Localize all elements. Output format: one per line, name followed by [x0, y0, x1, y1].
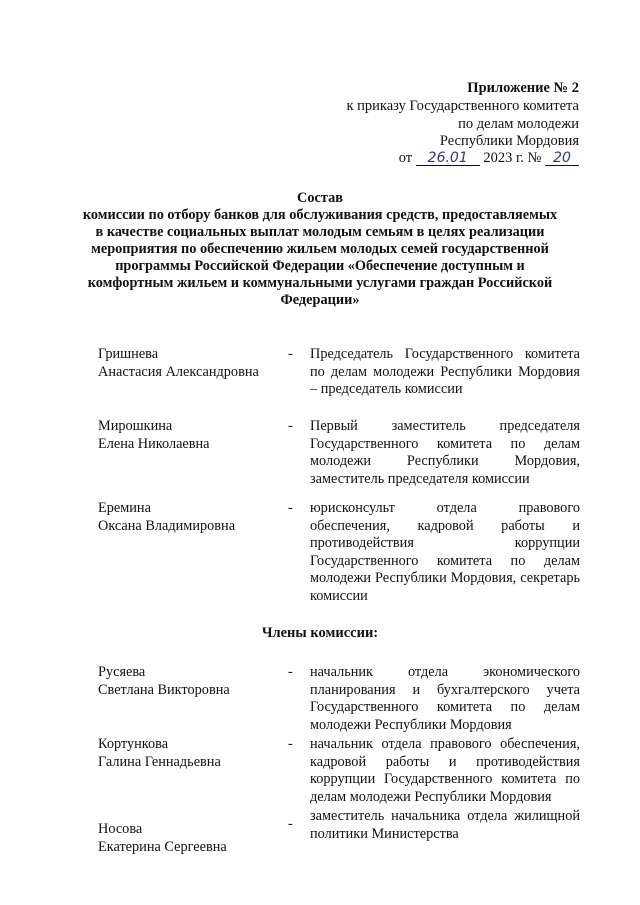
order-date-line [399, 150, 579, 167]
separator-dash: - [288, 664, 293, 680]
member-name [98, 500, 283, 535]
year-number-label: 2023 г. № [483, 150, 542, 166]
member-name [98, 736, 283, 771]
member-name [98, 346, 283, 381]
appendix-title: Приложение № 2 [467, 80, 579, 96]
member-role: начальник отдела правового обеспечения, кадровой работы и противодействия коррупции Государственного комитета по делам молодежи Республики Мордовия [310, 736, 580, 805]
order-reference-line: к приказу Государственного комитета [346, 98, 579, 114]
member-given-names: Анастасия Александровна [98, 363, 259, 380]
member-given-names: Елена Николаевна [98, 435, 210, 452]
order-reference-line: Республики Мордовия [439, 133, 579, 149]
member-given-names: Екатерина Сергеевна [98, 838, 227, 855]
member-role: Председатель Государственного комитета по делам молодежи Республики Мордовия – председатель комиссии [310, 346, 580, 397]
document-title [80, 190, 560, 309]
members-heading: Члены комиссии: [261, 625, 379, 641]
member-role: начальник отдела экономического планирования и бухгалтерского учета Государственного комитета по делам молодежи Республики Мордовия [310, 664, 580, 733]
separator-dash: - [288, 736, 293, 752]
member-role: Первый заместитель председателя Государственного комитета по делам молодежи Республики Мордовия, заместитель председателя комиссии [310, 418, 580, 487]
separator-dash: - [288, 500, 293, 516]
separator-dash: - [288, 418, 293, 434]
member-surname: Кортункова [98, 736, 169, 752]
member-given-names: Светлана Викторовна [98, 681, 230, 698]
title-heading: Состав [297, 190, 343, 206]
member-role: юрисконсульт отдела правового обеспечения, кадровой работы и противодействия коррупции Государственного комитета по делам молодежи Республики Мордовия, секретарь комиссии [310, 500, 580, 604]
member-surname: Гришнева [98, 346, 159, 362]
title-body: комиссии по отбору банков для обслуживания средств, предоставляемых в качестве социальных выплат молодым семьям в целях реализации мероприятия по обеспечению жильем молодых семей государственной программы Российской Федерации «Обеспечение доступным и комфортным жильем и коммунальными услугами граждан Российской Федерации» [82, 207, 558, 308]
member-surname: Носова [98, 821, 143, 837]
member-surname: Русяева [98, 664, 146, 680]
member-name [98, 418, 283, 453]
separator-dash: - [288, 816, 293, 832]
member-surname: Еремина [98, 500, 151, 516]
separator-dash: - [288, 346, 293, 362]
member-surname: Мирошкина [98, 418, 173, 434]
member-name [98, 821, 283, 856]
member-given-names: Оксана Владимировна [98, 517, 236, 534]
member-role: заместитель начальника отдела жилищной политики Министерства [310, 808, 580, 842]
member-name [98, 664, 283, 699]
order-reference-line: по делам молодежи [458, 116, 579, 132]
handwritten-date: 26.01 [416, 151, 480, 166]
member-given-names: Галина Геннадьевна [98, 753, 221, 770]
handwritten-order-number: 20 [545, 151, 579, 166]
date-prefix: от [398, 150, 413, 166]
